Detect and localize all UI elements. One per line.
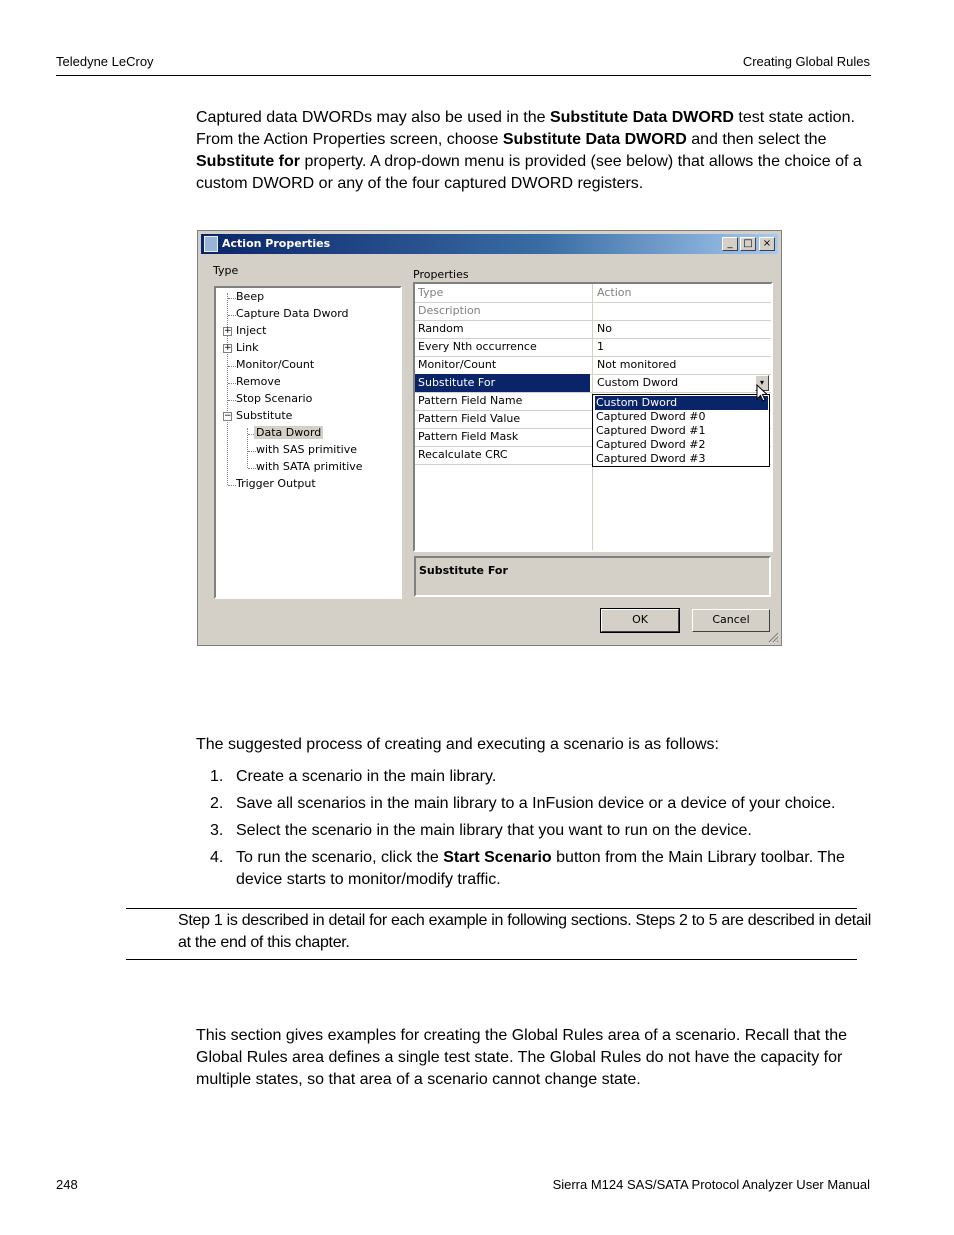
- step-number: 4.: [210, 849, 224, 866]
- intro-text-3: and then select the: [686, 131, 827, 148]
- property-description-box: [414, 556, 771, 597]
- step-text: Save all scenarios in the main library to a InFusion device or a device of your choice.: [236, 795, 836, 812]
- close-button[interactable]: ×: [759, 237, 775, 251]
- dropdown-option-captured-dword-2[interactable]: Captured Dword #2: [596, 438, 706, 451]
- step-text: Select the scenario in the main library that you want to run on the device.: [236, 822, 752, 839]
- ok-button[interactable]: OK: [601, 609, 679, 632]
- grid-key: Monitor/Count: [418, 358, 497, 371]
- grid-row-every-nth[interactable]: [415, 338, 771, 357]
- list-item: [196, 793, 886, 815]
- dialog-titlebar: [201, 234, 778, 254]
- list-item: [196, 820, 886, 842]
- tree-item-link[interactable]: Link: [236, 341, 259, 354]
- action-properties-dialog: [197, 230, 782, 646]
- intro-text-2: test state action. From the Action Properties screen, choose: [196, 109, 855, 148]
- list-item: [196, 847, 866, 891]
- mouse-pointer-icon: [756, 384, 770, 404]
- running-header-right: Creating Global Rules: [742, 54, 870, 69]
- grid-key: Type: [418, 286, 444, 299]
- grid-value: 1: [597, 340, 604, 353]
- tree-item-data-dword[interactable]: Data Dword: [256, 426, 322, 439]
- app-icon: [204, 236, 218, 252]
- step-number: 2.: [210, 795, 224, 812]
- tree-item-stop-scenario[interactable]: Stop Scenario: [236, 392, 313, 405]
- process-steps: [196, 766, 886, 896]
- step-text: Create a scenario in the main library.: [236, 768, 497, 785]
- grid-row-description[interactable]: [415, 302, 771, 321]
- maximize-button[interactable]: □: [740, 237, 756, 251]
- tree-line: [228, 383, 236, 384]
- dropdown-arrow-icon[interactable]: ▾: [755, 375, 769, 391]
- intro-bold-1: Substitute Data DWORD: [549, 109, 734, 126]
- grid-value: No: [597, 322, 612, 335]
- grid-key: Pattern Field Name: [418, 394, 523, 407]
- page-number: 248: [56, 1177, 78, 1192]
- grid-key: Substitute For: [415, 374, 590, 392]
- grid-key: Description: [418, 304, 481, 317]
- grid-row-random[interactable]: [415, 320, 771, 339]
- tree-item-trigger-output[interactable]: Trigger Output: [236, 477, 316, 490]
- grid-value: Action: [597, 286, 632, 299]
- type-label: Type: [213, 264, 239, 277]
- minimize-button[interactable]: _: [722, 237, 738, 251]
- grid-key: Pattern Field Mask: [418, 430, 519, 443]
- grid-key: Every Nth occurrence: [418, 340, 537, 353]
- tree-item-beep[interactable]: Beep: [236, 290, 265, 303]
- tree-line: [248, 451, 256, 452]
- note-rule-bottom: [126, 959, 857, 960]
- step-bold-text: Start Scenario: [443, 849, 552, 866]
- tree-item-remove[interactable]: Remove: [236, 375, 281, 388]
- dropdown-option-captured-dword-3[interactable]: Captured Dword #3: [596, 452, 706, 465]
- dropdown-option-custom-dword[interactable]: Custom Dword: [595, 396, 768, 410]
- grid-value: Not monitored: [597, 358, 677, 371]
- tree-item-substitute[interactable]: Substitute: [236, 409, 293, 422]
- dropdown-option-captured-dword-1[interactable]: Captured Dword #1: [596, 424, 706, 437]
- step-number: 1.: [210, 768, 224, 785]
- expand-icon[interactable]: +: [224, 343, 232, 353]
- note-rule-top: [126, 908, 857, 909]
- header-rule: [56, 75, 871, 76]
- step-number: 3.: [210, 822, 224, 839]
- tree-item-with-sata-primitive[interactable]: with SATA primitive: [256, 460, 363, 473]
- tree-item-monitor-count[interactable]: Monitor/Count: [236, 358, 315, 371]
- grid-key: Random: [418, 322, 464, 335]
- intro-text-4: property. A drop-down menu is provided (see below) that allows the choice of a custom DWORD or any of the four captured DWORD registers.: [196, 153, 862, 192]
- tree-item-capture-data-dword[interactable]: Capture Data Dword: [236, 307, 349, 320]
- type-tree[interactable]: [214, 286, 402, 599]
- tree-line: [228, 298, 236, 299]
- tree-item-inject[interactable]: Inject: [236, 324, 267, 337]
- section-paragraph: This section gives examples for creating the Global Rules area of a scenario. Recall that the Global Rules area defines a single test state. The Global Rules do not have the capacity for multiple states, so that area of a scenario cannot change state.: [196, 1027, 847, 1088]
- list-item: [196, 766, 886, 788]
- intro-bold-2: Substitute Data DWORD: [502, 131, 687, 148]
- expand-icon[interactable]: +: [224, 326, 232, 336]
- tree-line: [228, 315, 236, 316]
- step-text: button from the Main Library toolbar. The device starts to monitor/modify traffic.: [236, 849, 845, 888]
- dropdown-option-captured-dword-0[interactable]: Captured Dword #0: [596, 410, 706, 423]
- process-intro: The suggested process of creating and executing a scenario is as follows:: [196, 736, 719, 753]
- tree-item-with-sas-primitive[interactable]: with SAS primitive: [256, 443, 358, 456]
- grid-row-type[interactable]: [415, 284, 771, 303]
- tree-line: [248, 468, 256, 469]
- running-header-left: Teledyne LeCroy: [56, 54, 154, 69]
- tree-line: [227, 293, 228, 485]
- footer-title: Sierra M124 SAS/SATA Protocol Analyzer User Manual: [552, 1177, 870, 1192]
- properties-label: Properties: [413, 268, 469, 281]
- dialog-title: Action Properties: [222, 237, 331, 250]
- note-text: Step 1 is described in detail for each example in following sections. Steps 2 to 5 are described in detail at the end of this chapter.: [178, 912, 872, 951]
- grid-key: Recalculate CRC: [418, 448, 508, 461]
- step-text: To run the scenario, click the: [236, 849, 444, 866]
- tree-line: [228, 400, 236, 401]
- substitute-for-value[interactable]: Custom Dword: [597, 376, 679, 389]
- description-title: Substitute For: [419, 564, 508, 577]
- intro-bold-3: Substitute for: [196, 153, 300, 170]
- resize-grip-icon[interactable]: [767, 631, 779, 643]
- grid-row-monitor-count[interactable]: [415, 356, 771, 375]
- cancel-button[interactable]: Cancel: [692, 609, 770, 632]
- intro-paragraph: [196, 107, 876, 195]
- grid-key: Pattern Field Value: [418, 412, 521, 425]
- grid-row-substitute-for[interactable]: [415, 374, 771, 393]
- property-grid: [413, 282, 773, 552]
- tree-line: [228, 366, 236, 367]
- collapse-icon[interactable]: −: [224, 411, 232, 421]
- substitute-for-dropdown-list[interactable]: [592, 394, 770, 467]
- intro-text-1: Captured data DWORDs may also be used in the: [196, 109, 550, 126]
- tree-line: [228, 485, 236, 486]
